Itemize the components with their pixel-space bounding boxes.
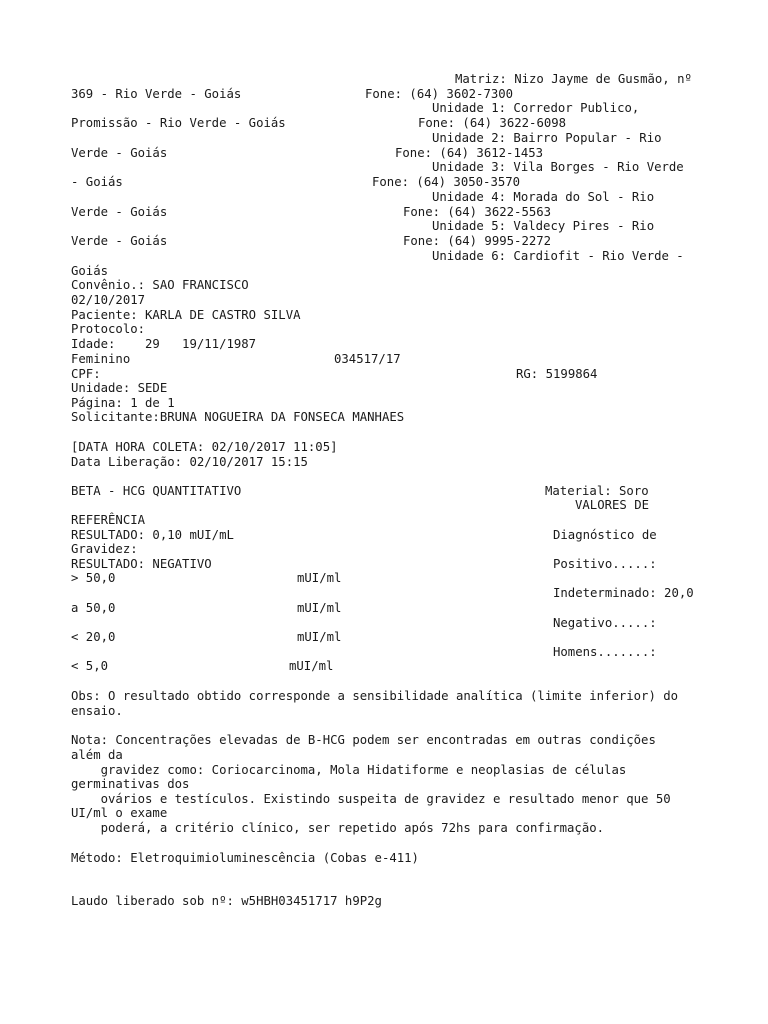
rg-number: RG: 5199864	[516, 367, 598, 381]
note-line-4: germinativas dos	[71, 777, 190, 791]
unidade1-address-line: Unidade 1: Corredor Publico,	[432, 101, 640, 115]
ref-indeterminate-value: a 50,0	[71, 601, 116, 615]
reference-values-heading-1: VALORES DE	[575, 498, 650, 512]
ref-men-unit: mUI/ml	[289, 659, 334, 673]
matriz-phone: Fone: (64) 3602-7300	[365, 87, 514, 101]
observation-line-2: ensaio.	[71, 704, 123, 718]
patient-name: Paciente: KARLA DE CASTRO SILVA	[71, 308, 301, 322]
report-release-code: Laudo liberado sob nº: w5HBH03451717 h9P2g	[71, 894, 382, 908]
unit-line: Unidade: SEDE	[71, 381, 168, 395]
report-date: 02/10/2017	[71, 293, 146, 307]
diagnostic-label: Diagnóstico de	[553, 528, 657, 542]
patient-sex: Feminino	[71, 352, 131, 366]
unidade1-phone: Fone: (64) 3622-6098	[418, 116, 567, 130]
material: Material: Soro	[545, 484, 649, 498]
unidade2-address-line: Unidade 2: Bairro Popular - Rio	[432, 131, 662, 145]
protocol-number: 034517/17	[334, 352, 401, 366]
reference-values-heading-2: REFERÊNCIA	[71, 513, 146, 527]
unidade4-phone: Fone: (64) 3622-5563	[403, 205, 552, 219]
exam-name: BETA - HCG QUANTITATIVO	[71, 484, 242, 498]
unidade2-phone: Fone: (64) 3612-1453	[395, 146, 544, 160]
ref-positive-value: > 50,0	[71, 571, 116, 585]
unidade3-phone: Fone: (64) 3050-3570	[372, 175, 521, 189]
note-line-1: Nota: Concentrações elevadas de B-HCG podem ser encontradas em outras condições	[71, 733, 656, 747]
unidade3-address-city: - Goiás	[71, 175, 123, 189]
unidade4-address-city: Verde - Goiás	[71, 205, 168, 219]
unidade5-phone: Fone: (64) 9995-2272	[403, 234, 552, 248]
ref-negative-label: Negativo.....:	[553, 616, 657, 630]
ref-positive-label: Positivo.....:	[553, 557, 657, 571]
ref-negative-value: < 20,0	[71, 630, 116, 644]
note-line-3: gravidez como: Coriocarcinoma, Mola Hidatiforme e neoplasias de células	[71, 763, 627, 777]
requester: Solicitante:BRUNA NOGUEIRA DA FONSECA MANHAES	[71, 410, 405, 424]
ref-indeterminate-unit: mUI/ml	[297, 601, 342, 615]
cpf-label: CPF:	[71, 367, 101, 381]
note-line-5: ovários e testículos. Existindo suspeita de gravidez e resultado menor que 50	[71, 792, 671, 806]
convenio-line: Convênio.: SAO FRANCISCO	[71, 278, 249, 292]
pregnancy-label: Gravidez:	[71, 542, 138, 556]
unidade2-address-city: Verde - Goiás	[71, 146, 168, 160]
release-date: Data Liberação: 02/10/2017 15:15	[71, 455, 308, 469]
result-value: RESULTADO: 0,10 mUI/mL	[71, 528, 234, 542]
collection-datetime: [DATA HORA COLETA: 02/10/2017 11:05]	[71, 440, 338, 454]
method-line: Método: Eletroquimioluminescência (Cobas e-411)	[71, 851, 419, 865]
unidade5-address-city: Verde - Goiás	[71, 234, 168, 248]
note-line-6: UI/ml o exame	[71, 806, 168, 820]
result-text: RESULTADO: NEGATIVO	[71, 557, 212, 571]
page-count: Página: 1 de 1	[71, 396, 175, 410]
ref-men-value: < 5,0	[71, 659, 109, 673]
unidade3-address-line: Unidade 3: Vila Borges - Rio Verde	[432, 160, 684, 174]
observation-line-1: Obs: O resultado obtido corresponde a sensibilidade analítica (limite inferior) do	[71, 689, 679, 703]
note-line-2: além da	[71, 748, 123, 762]
note-line-7: poderá, a critério clínico, ser repetido após 72hs para confirmação.	[71, 821, 605, 835]
matriz-address-city: 369 - Rio Verde - Goiás	[71, 87, 242, 101]
unidade5-address-line: Unidade 5: Valdecy Pires - Rio	[432, 219, 655, 233]
protocol-label: Protocolo:	[71, 322, 146, 336]
matriz-address-line: Matriz: Nizo Jayme de Gusmão, nº	[455, 72, 692, 86]
unidade1-address-city: Promissão - Rio Verde - Goiás	[71, 116, 286, 130]
patient-age: Idade: 29 19/11/1987	[71, 337, 257, 351]
unidade4-address-line: Unidade 4: Morada do Sol - Rio	[432, 190, 655, 204]
unidade6-address-line: Unidade 6: Cardiofit - Rio Verde -	[432, 249, 684, 263]
ref-indeterminate-label: Indeterminado: 20,0	[553, 586, 694, 600]
unidade6-address-state: Goiás	[71, 264, 109, 278]
ref-men-label: Homens.......:	[553, 645, 657, 659]
ref-positive-unit: mUI/ml	[297, 571, 342, 585]
ref-negative-unit: mUI/ml	[297, 630, 342, 644]
